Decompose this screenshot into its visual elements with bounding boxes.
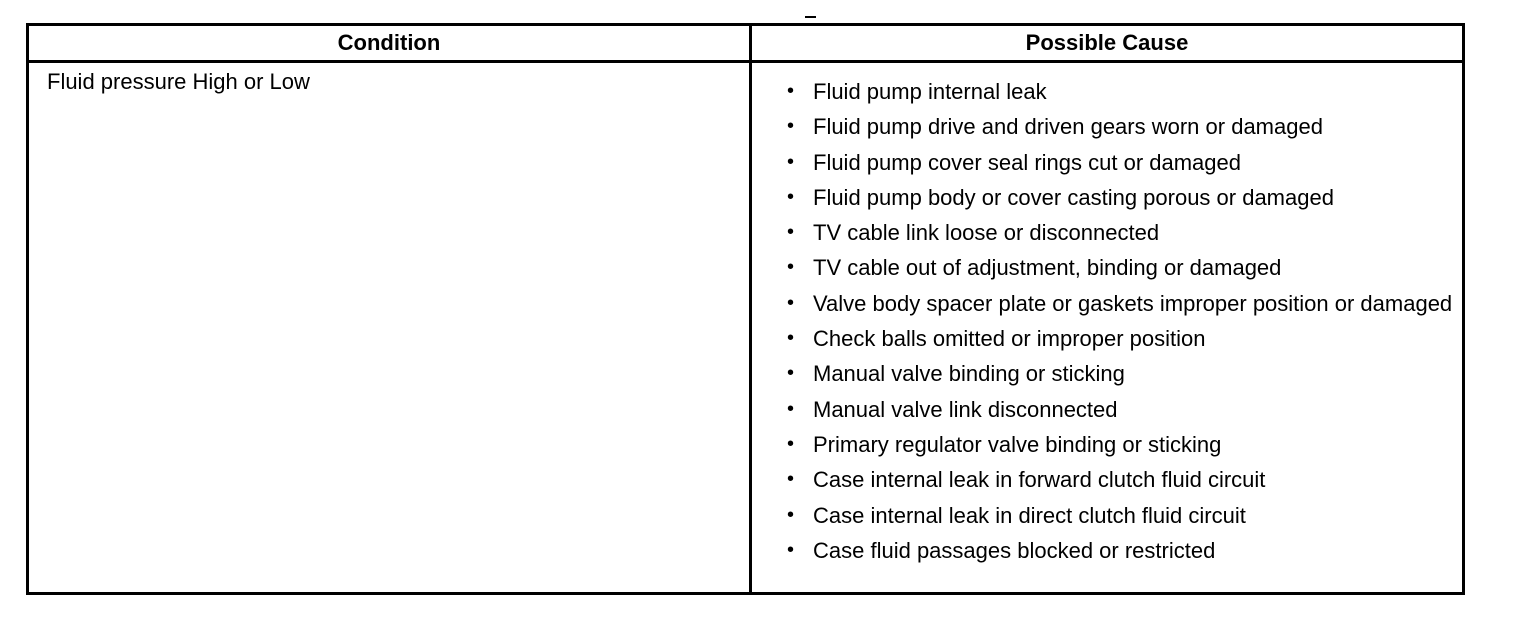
cause-text: TV cable link loose or disconnected: [813, 220, 1160, 246]
bullet-icon: •: [787, 256, 795, 279]
bullet-icon: •: [787, 362, 795, 385]
bullet-icon: •: [787, 80, 795, 102]
page-mark: [805, 16, 816, 18]
table-header-row: [29, 26, 1462, 63]
cause-list-item: [784, 254, 1454, 281]
cause-list-item: [784, 360, 1454, 387]
bullet-icon: •: [787, 468, 795, 491]
cause-text: Valve body spacer plate or gaskets improper position or damaged: [813, 290, 1453, 316]
cause-list-item: [784, 290, 1454, 317]
cause-list-item: [784, 537, 1454, 564]
possible-cause-header: Possible Cause: [1025, 30, 1189, 55]
column-divider: [749, 26, 752, 592]
bullet-icon: •: [787, 115, 795, 138]
bullet-icon: •: [787, 327, 795, 350]
bullet-icon: •: [787, 150, 795, 173]
bullet-icon: •: [787, 221, 795, 244]
cause-list-item: [784, 396, 1454, 423]
cause-list-item: [784, 219, 1454, 246]
condition-cell: Fluid pressure High or Low: [47, 69, 310, 94]
bullet-icon: •: [787, 291, 795, 314]
cause-text: Fluid pump body or cover casting porous or damaged: [813, 184, 1334, 210]
cause-list-item: [784, 325, 1454, 352]
cause-list-item: [784, 466, 1454, 493]
possible-cause-list: [784, 78, 1454, 572]
cause-list-item: [784, 184, 1454, 211]
bullet-icon: •: [787, 503, 795, 526]
cause-text: Manual valve link disconnected: [813, 396, 1118, 422]
cause-text: Fluid pump drive and driven gears worn or damaged: [813, 114, 1323, 140]
cause-list-item: [784, 78, 1454, 105]
cause-text: Case internal leak in direct clutch fluid circuit: [813, 502, 1246, 528]
cause-text: Fluid pump cover seal rings cut or damaged: [813, 149, 1241, 175]
bullet-icon: •: [787, 185, 795, 208]
cause-text: TV cable out of adjustment, binding or damaged: [813, 255, 1282, 281]
cause-text: Manual valve binding or sticking: [813, 361, 1125, 387]
bullet-icon: •: [787, 397, 795, 420]
condition-header: Condition: [337, 30, 441, 55]
cause-list-item: [784, 113, 1454, 140]
cause-list-item: [784, 502, 1454, 529]
cause-list-item: [784, 431, 1454, 458]
bullet-icon: •: [787, 538, 795, 561]
cause-text: Primary regulator valve binding or sticking: [813, 431, 1222, 457]
cause-list-item: [784, 149, 1454, 176]
diagnosis-table: [26, 23, 1465, 595]
cause-text: Case fluid passages blocked or restricted: [813, 537, 1216, 563]
cause-text: Fluid pump internal leak: [813, 79, 1047, 104]
cause-text: Check balls omitted or improper position: [813, 326, 1206, 352]
cause-text: Case internal leak in forward clutch fluid circuit: [813, 467, 1266, 493]
bullet-icon: •: [787, 432, 795, 455]
